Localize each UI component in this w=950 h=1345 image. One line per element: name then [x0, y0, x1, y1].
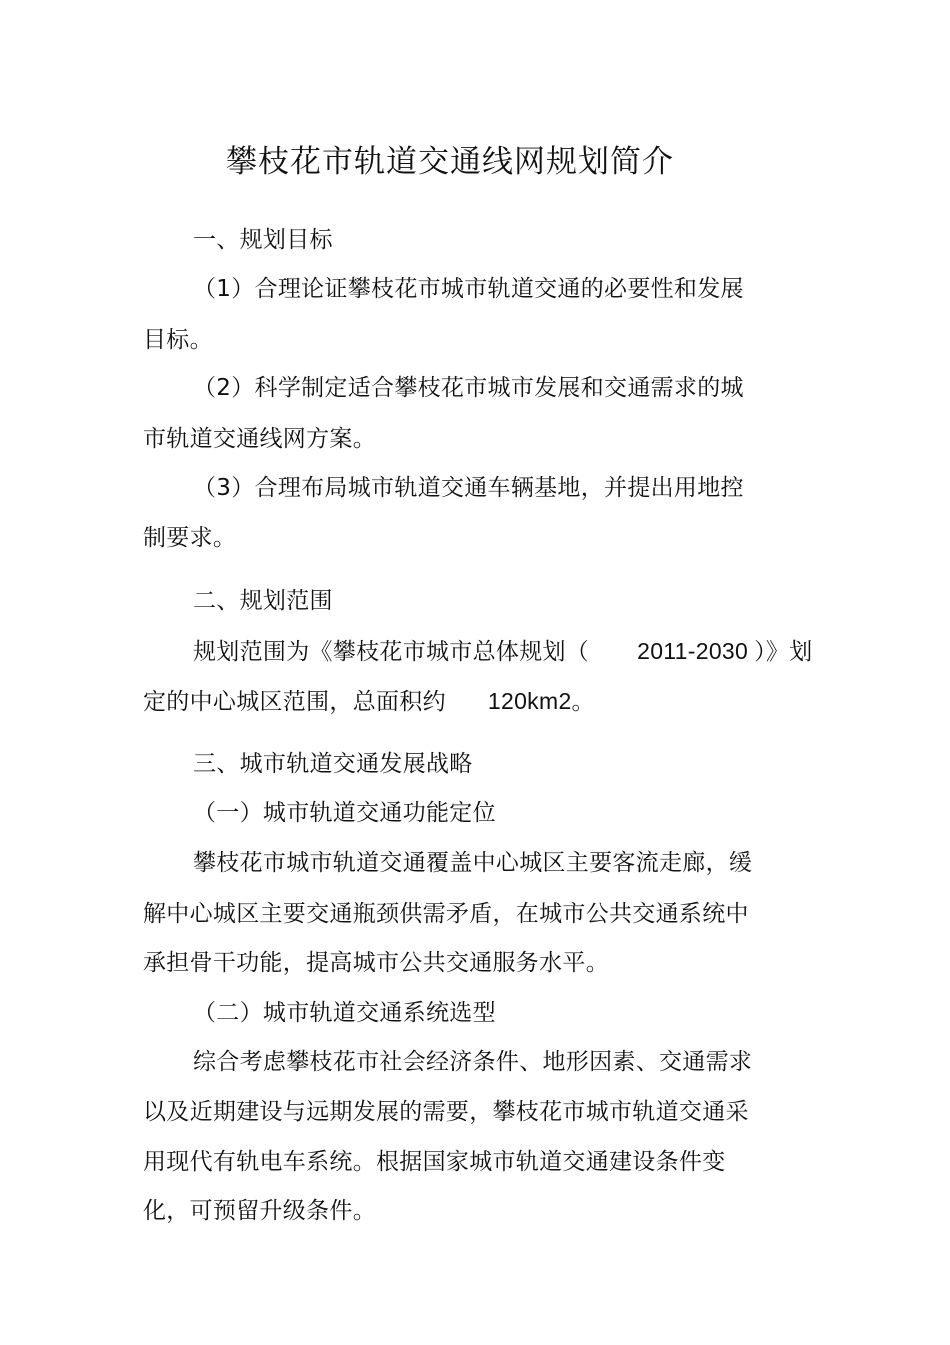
scope-paragraph-line-2 [143, 686, 595, 717]
goal-item-2-line-2: 市轨道交通线网方案。 [143, 426, 376, 452]
goal-item-3-line-1: （3）合理布局城市轨道交通车辆基地，并提出用地控 [193, 475, 744, 501]
scope-text-d: 。 [571, 689, 595, 715]
function-paragraph-line-2: 解中心城区主要交通瓶颈供需矛盾，在城市公共交通系统中 [143, 901, 749, 927]
system-paragraph-line-4: 化，可预留升级条件。 [143, 1198, 376, 1224]
goal-item-1-line-1: （1）合理论证攀枝花市城市轨道交通的必要性和发展 [193, 276, 744, 302]
function-paragraph-line-1: 攀枝花市城市轨道交通覆盖中心城区主要客流走廊，缓 [193, 850, 753, 876]
function-paragraph-line-3: 承担骨干功能，提高城市公共交通服务水平。 [143, 950, 609, 976]
section-heading-goals: 一、规划目标 [193, 227, 333, 253]
subheading-system-type: （二）城市轨道交通系统选型 [193, 1000, 496, 1026]
scope-years: 2011-2030 [637, 638, 749, 664]
section-heading-scope: 二、规划范围 [193, 588, 333, 614]
goal-item-3-line-2: 制要求。 [143, 525, 237, 551]
scope-text-b: ）》划 [754, 639, 813, 665]
scope-area: 120km2 [487, 688, 572, 714]
system-paragraph-line-1: 综合考虑攀枝花市社会经济条件、地形因素、交通需求 [193, 1049, 753, 1075]
system-paragraph-line-2: 以及近期建设与远期发展的需要，攀枝花市城市轨道交通采 [143, 1099, 749, 1125]
goal-item-2-line-1: （2）科学制定适合攀枝花市城市发展和交通需求的城 [193, 375, 744, 401]
system-paragraph-line-3: 用现代有轨电车系统。根据国家城市轨道交通建设条件变 [143, 1149, 726, 1175]
scope-text-c: 定的中心城区范围，总面积约 [143, 689, 446, 715]
goal-item-1-line-2: 目标。 [143, 327, 213, 353]
document-title: 攀枝花市轨道交通线网规划简介 [226, 144, 674, 180]
scope-paragraph-line-1 [193, 636, 813, 667]
section-heading-strategy: 三、城市轨道交通发展战略 [193, 751, 473, 777]
scope-text-a: 规划范围为《攀枝花市城市总体规划（ [193, 639, 590, 665]
subheading-function: （一）城市轨道交通功能定位 [193, 800, 496, 826]
